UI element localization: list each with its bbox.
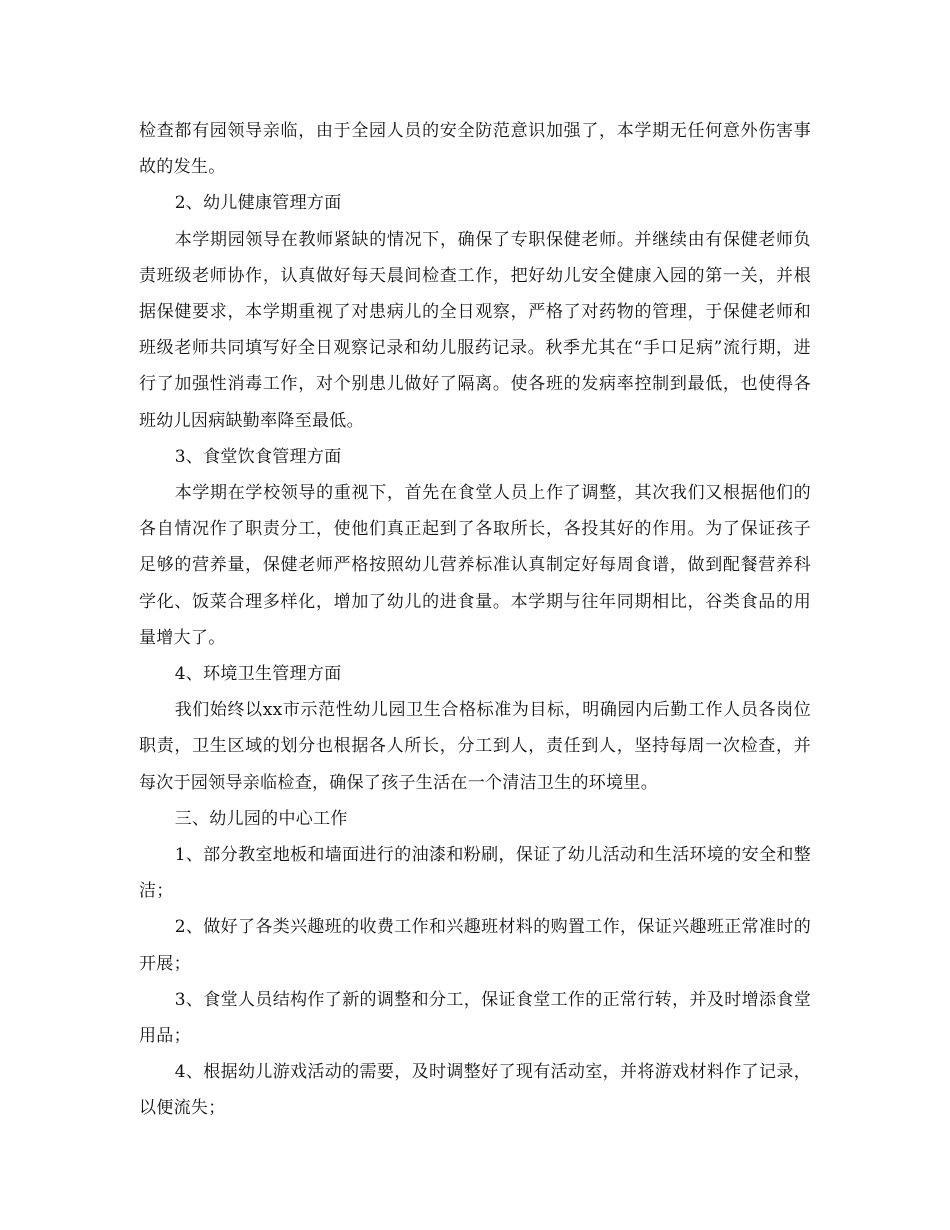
section-heading-health: 2、幼儿健康管理方面	[174, 193, 342, 214]
paragraph-canteen: 本学期在学校领导的重视下，首先在食堂人员上作了调整，其次我们又根据他们的各自情况作了职责分工，使他们真正起到了各取所长，各投其好的作用。为了保证孩子足够的营养量，保健老师严格按照幼儿营养标准认真制定好每周食谱，做到配餐营养科学化、饭菜合理多样化，增加了幼儿的进食量。本学期与往年同期相比，谷类食品的用量增大了。	[139, 483, 811, 648]
section-heading-central-work: 三、幼儿园的中心工作	[174, 808, 348, 829]
list-item-3: 3、食堂人员结构作了新的调整和分工，保证食堂工作的正常行转，并及时增添食堂用品；	[139, 989, 811, 1047]
document-body	[139, 113, 811, 1127]
section-heading-canteen: 3、食堂饮食管理方面	[174, 446, 342, 467]
paragraph-health: 本学期园领导在教师紧缺的情况下，确保了专职保健老师。并继续由有保健老师负责班级老师协作，认真做好每天晨间检查工作，把好幼儿安全健康入园的第一关，并根据保健要求，本学期重视了对患病儿的全日观察，严格了对药物的管理，于保健老师和班级老师共同填写好全日观察记录和幼儿服药记录。秋季尤其在“手口足病”流行期，进行了加强性消毒工作，对个别患儿做好了隔离。使各班的发病率控制到最低，也使得各班幼儿因病缺勤率降至最低。	[139, 229, 811, 431]
list-item-4: 4、根据幼儿游戏活动的需要，及时调整好了现有活动室，并将游戏材料作了记录，以便流失；	[139, 1062, 811, 1119]
list-item-2: 2、做好了各类兴趣班的收费工作和兴趣班材料的购置工作，保证兴趣班正常准时的开展；	[139, 917, 811, 974]
paragraph-continuation: 检查都有园领导亲临，由于全园人员的安全防范意识加强了，本学期无任何意外伤害事故的发生。	[139, 121, 811, 178]
list-item-1: 1、部分教室地板和墙面进行的油漆和粉刷，保证了幼儿活动和生活环境的安全和整洁；	[139, 845, 811, 902]
section-heading-environment: 4、环境卫生管理方面	[174, 664, 342, 685]
paragraph-environment: 我们始终以xx市示范性幼儿园卫生合格标准为目标，明确园内后勤工作人员各岗位职责，卫生区域的划分也根据各人所长，分工到人，责任到人，坚持每周一次检查，并每次于园领导亲临检查，确保了孩子生活在一个清洁卫生的环境里。	[139, 700, 811, 793]
